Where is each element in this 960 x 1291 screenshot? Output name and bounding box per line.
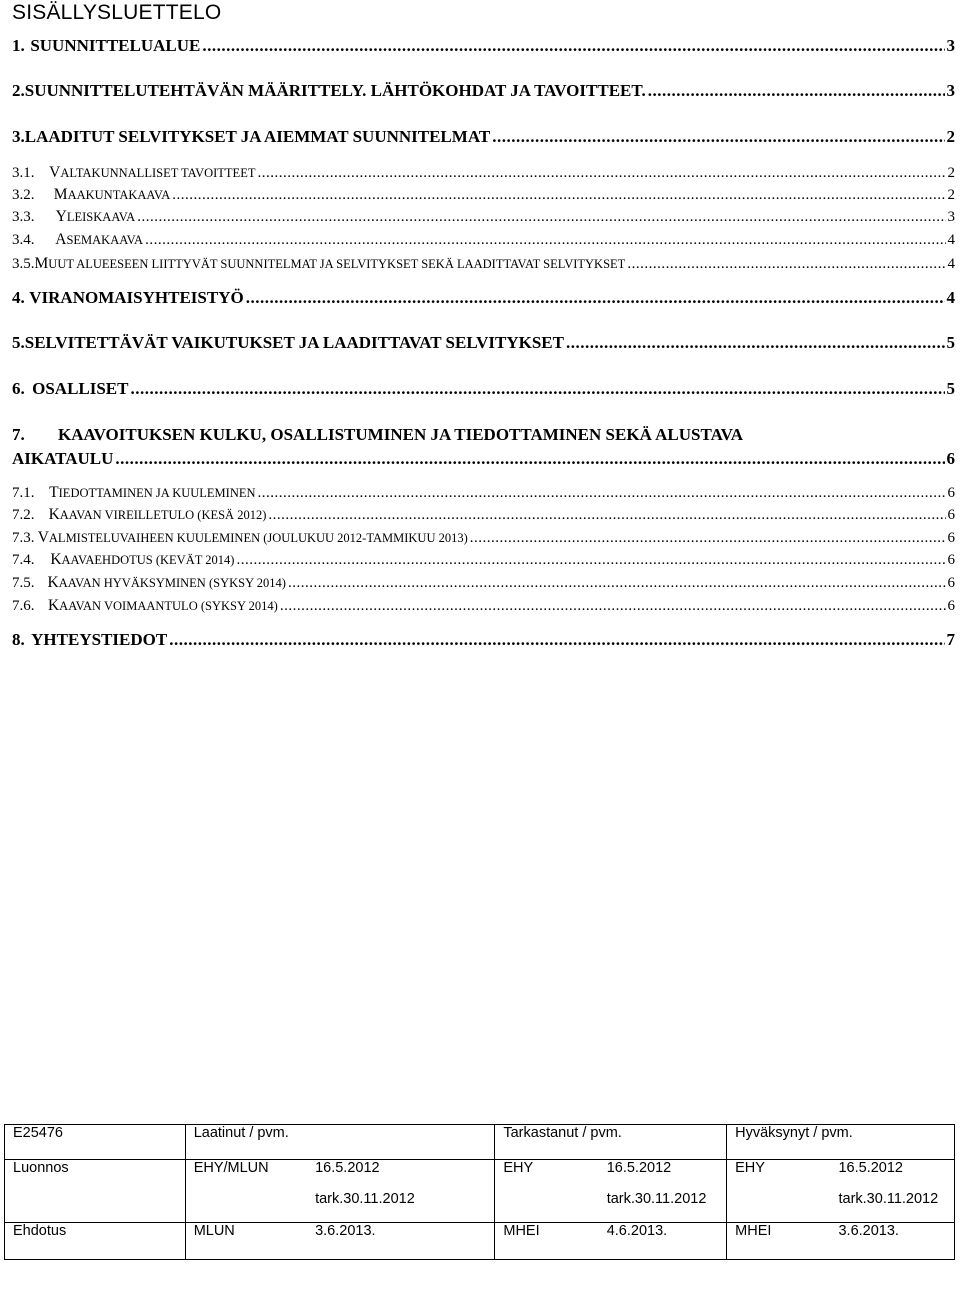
toc-entry[interactable]	[12, 36, 955, 56]
toc-leader	[258, 485, 946, 502]
toc-leader	[566, 333, 945, 353]
toc-leader	[280, 598, 946, 615]
toc-number: 6.	[12, 379, 25, 398]
draft-checked-by: EHY	[495, 1160, 599, 1192]
toc-number: 4.	[12, 288, 25, 307]
toc-label: VIRANOMAISYHTEISTYÖ	[29, 288, 244, 307]
toc-subentry[interactable]	[12, 231, 955, 249]
toc-page: 6	[947, 530, 955, 546]
toc-number: 7.3.	[12, 530, 35, 546]
toc-subentry[interactable]	[12, 484, 955, 502]
proposal-checked-date: 4.6.2013.	[599, 1223, 727, 1260]
toc-page: 3	[946, 36, 955, 55]
toc-subentry[interactable]	[12, 164, 955, 182]
toc-leader	[492, 127, 944, 147]
toc-entry[interactable]	[12, 333, 955, 353]
toc-leader	[145, 232, 945, 249]
toc-subentry[interactable]	[12, 529, 955, 547]
proposal-checked-by: MHEI	[495, 1223, 599, 1260]
toc-number: 1.	[12, 36, 25, 55]
checked-header: Tarkastanut / pvm.	[495, 1125, 727, 1160]
toc-entry[interactable]	[12, 379, 955, 399]
toc-number: 3.3.	[12, 209, 35, 225]
toc-label: KAAVAN HYVÄKSYMINEN (SYKSY 2014)	[47, 574, 286, 591]
draft-label: Luonnos	[5, 1160, 186, 1192]
toc-page: 6	[947, 485, 955, 501]
toc-label-line2: AIKATAULU	[12, 449, 114, 468]
project-code: E25476	[5, 1125, 186, 1160]
draft-prepared-revision: tark.30.11.2012	[307, 1191, 495, 1223]
toc-number: 8.	[12, 630, 25, 649]
toc-page: 4	[947, 232, 955, 248]
toc-page: 3	[947, 209, 955, 225]
toc-entry[interactable]	[12, 81, 955, 101]
toc-page: 2	[946, 127, 955, 146]
toc-page: 2	[947, 165, 955, 181]
toc-subentry[interactable]	[12, 186, 955, 204]
toc-number: 3.5.	[12, 256, 35, 272]
toc-leader	[288, 575, 946, 592]
toc-label: SUUNNITTELUTEHTÄVÄN MÄÄRITTELY. LÄHTÖKOHDAT JA TAVOITTEET.	[24, 81, 646, 100]
toc-page: 5	[946, 379, 955, 398]
toc-label: KAAVAN VIREILLETULO (KESÄ 2012)	[48, 506, 267, 523]
toc-entry-continuation[interactable]	[12, 449, 955, 469]
toc-page: 6	[947, 552, 955, 568]
toc-subentry[interactable]	[12, 551, 955, 569]
toc-leader	[172, 187, 945, 204]
approved-header: Hyväksynyt / pvm.	[727, 1125, 955, 1160]
toc-page: 6	[947, 507, 955, 523]
toc-number: 3.2.	[12, 187, 35, 203]
document-approval-table	[4, 1124, 955, 1260]
draft-approved-date: 16.5.2012	[830, 1160, 954, 1192]
toc-label: OSALLISET	[32, 379, 129, 398]
toc-leader	[236, 552, 945, 569]
proposal-approved-by: MHEI	[727, 1223, 831, 1260]
toc-subentry[interactable]	[12, 574, 955, 592]
toc-subentry[interactable]	[12, 208, 955, 226]
toc-leader	[268, 507, 945, 524]
toc-label: MUUT ALUEESEEN LIITTYVÄT SUUNNITELMAT JA SELVITYKSET SEKÄ LAADITTAVAT SELVITYKSET	[34, 255, 626, 272]
proposal-approved-date: 3.6.2013.	[830, 1223, 954, 1260]
toc-page: 4	[946, 288, 955, 307]
proposal-prepared-by: MLUN	[185, 1223, 307, 1260]
toc-label: VALTAKUNNALLISET TAVOITTEET	[49, 164, 256, 181]
draft-approved-by: EHY	[727, 1160, 831, 1192]
toc-page: 3	[946, 81, 955, 100]
toc-label: SUUNNITTELUALUE	[30, 36, 201, 55]
toc-number: 3.1.	[12, 165, 35, 181]
toc-leader	[627, 256, 945, 273]
toc-leader	[246, 288, 945, 308]
toc-entry[interactable]	[12, 127, 955, 147]
toc-number: 5.	[12, 333, 25, 352]
toc-label: KAAVAN VOIMAANTULO (SYKSY 2014)	[47, 597, 278, 614]
toc-leader	[169, 630, 944, 650]
toc-leader	[115, 449, 944, 469]
toc-number: 7.5.	[12, 575, 35, 591]
proposal-label: Ehdotus	[5, 1223, 186, 1260]
toc-entry[interactable]	[12, 630, 955, 650]
draft-prepared-date: 16.5.2012	[307, 1160, 495, 1192]
toc-label: YHTEYSTIEDOT	[31, 630, 168, 649]
toc-number: 3.	[12, 127, 25, 146]
toc-label: YLEISKAAVA	[55, 208, 136, 225]
toc-leader	[131, 379, 945, 399]
toc-page: 6	[947, 598, 955, 614]
toc-leader	[137, 209, 945, 226]
toc-label: KAAVAEHDOTUS (KEVÄT 2014)	[50, 551, 235, 568]
draft-prepared-by: EHY/MLUN	[185, 1160, 307, 1192]
toc-label-line1: KAAVOITUKSEN KULKU, OSALLISTUMINEN JA TIEDOTTAMINEN SEKÄ ALUSTAVA	[58, 425, 744, 444]
toc-subentry[interactable]	[12, 255, 955, 273]
toc-number: 2.	[12, 81, 25, 100]
toc-page: 6	[946, 449, 955, 468]
toc-label: TIEDOTTAMINEN JA KUULEMINEN	[49, 484, 256, 501]
toc-label: VALMISTELUVAIHEEN KUULEMINEN (JOULUKUU 2012-TAMMIKUU 2013)	[37, 529, 468, 546]
toc-subentry[interactable]	[12, 506, 955, 524]
toc-leader	[648, 81, 945, 101]
toc-number: 7.6.	[12, 598, 35, 614]
draft-checked-revision: tark.30.11.2012	[599, 1191, 727, 1223]
draft-approved-revision: tark.30.11.2012	[830, 1191, 954, 1223]
toc-number: 7.	[12, 425, 25, 444]
prepared-header: Laatinut / pvm.	[185, 1125, 495, 1160]
toc-page: 5	[946, 333, 955, 352]
toc-label: LAADITUT SELVITYKSET JA AIEMMAT SUUNNITELMAT	[24, 127, 491, 146]
toc-subentry[interactable]	[12, 597, 955, 615]
toc-number: 7.4.	[12, 552, 35, 568]
toc-label: SELVITETTÄVÄT VAIKUTUKSET JA LAADITTAVAT SELVITYKSET	[24, 333, 564, 352]
page-title: SISÄLLYSLUETTELO	[12, 1, 222, 24]
toc-label: MAAKUNTAKAAVA	[53, 186, 171, 203]
toc-number: 7.2.	[12, 507, 35, 523]
toc-page: 6	[947, 575, 955, 591]
toc-leader	[257, 165, 945, 182]
toc-label: ASEMAKAAVA	[55, 231, 144, 248]
toc-entry[interactable]	[12, 288, 955, 308]
toc-leader	[202, 36, 944, 56]
toc-entry-wrapped[interactable]	[12, 425, 743, 445]
toc-number: 3.4.	[12, 232, 35, 248]
draft-checked-date: 16.5.2012	[599, 1160, 727, 1192]
proposal-prepared-date: 3.6.2013.	[307, 1223, 495, 1260]
toc-leader	[470, 530, 946, 547]
toc-page: 4	[947, 256, 955, 272]
toc-page: 7	[946, 630, 955, 649]
toc-page: 2	[947, 187, 955, 203]
toc-number: 7.1.	[12, 485, 35, 501]
